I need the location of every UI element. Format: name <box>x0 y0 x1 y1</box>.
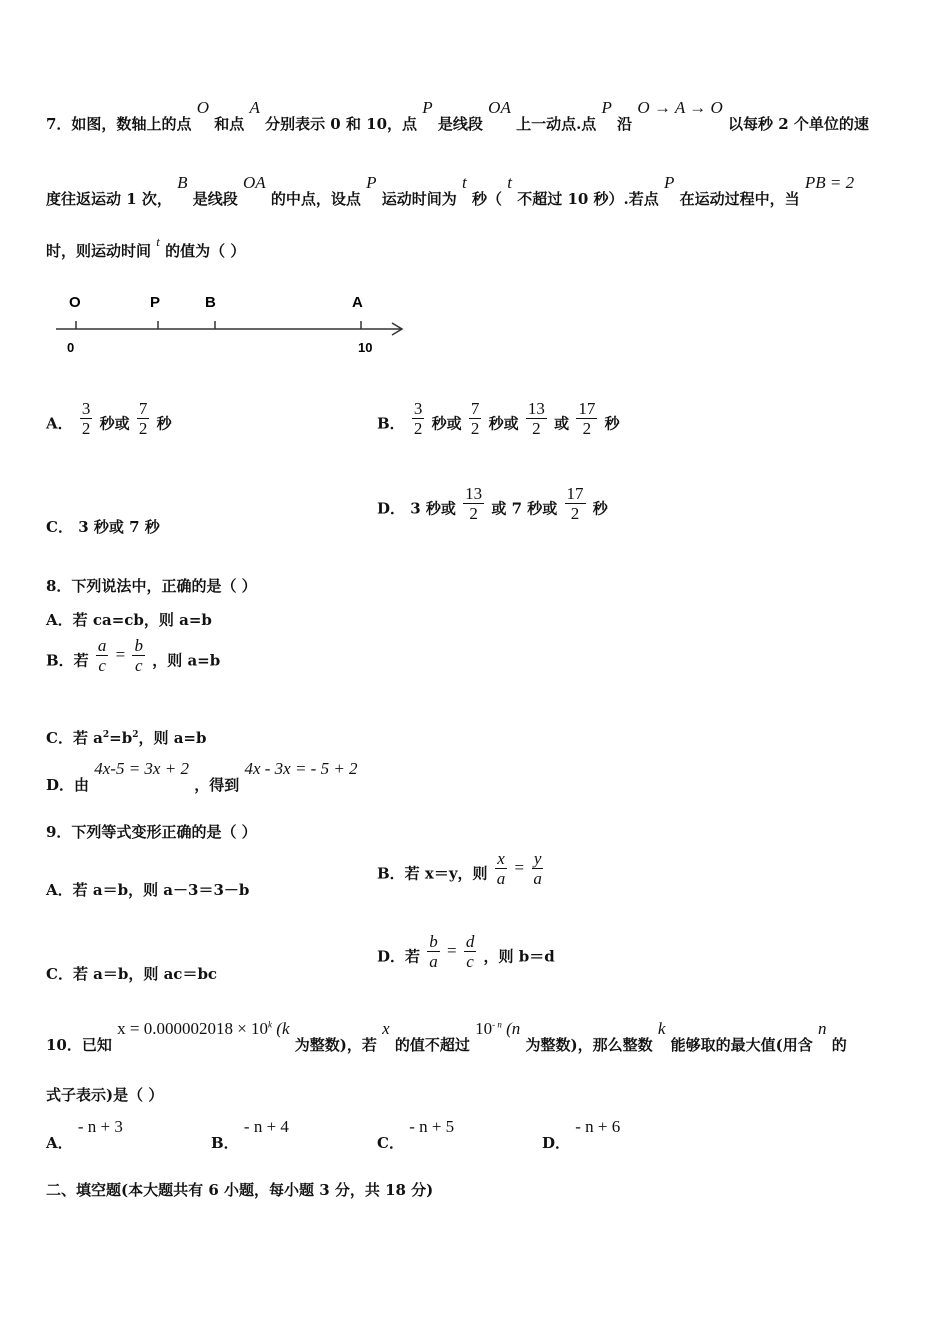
symbol-o: O <box>196 98 209 117</box>
symbol-p: P <box>422 98 433 117</box>
q10-option-b[interactable]: B． - n + 4 <box>211 1117 289 1152</box>
symbol-x: x <box>382 1019 390 1038</box>
label-a: A <box>352 294 363 311</box>
symbol-oa: OA <box>243 173 266 192</box>
q8-option-c[interactable]: C．若 $a^2=b^2$，则 a=b <box>46 729 207 747</box>
q8-option-d[interactable]: D．由 4x-5 = 3x + 2 ，得到 4x - 3x = - 5 + 2 <box>46 759 358 794</box>
fraction: $\frac{13}{2}$ <box>527 399 545 438</box>
q7-line-2: 度往返运动 1 次， B 是线段 OA 的中点，设点 P 运动时间为 t 秒（ t 不超过 10 秒）.若点 P 在运动过程中，当 PB = 2 <box>46 173 855 208</box>
fraction: $\frac{b}{a}$ <box>429 932 438 971</box>
q7-line-3: 时，则运动时间 t 的值为（ ） <box>46 234 246 260</box>
condition-pb: PB = 2 <box>804 173 855 192</box>
fraction: $\frac{3}{2}$ <box>413 399 423 438</box>
q10-option-a[interactable]: A． - n + 3 <box>46 1117 123 1152</box>
fraction: $\frac{13}{2}$ <box>465 484 483 523</box>
q8-stem: 8．下列说法中，正确的是（ ） <box>46 577 257 595</box>
label-b: B <box>205 294 216 311</box>
symbol-a: A <box>249 98 260 117</box>
fraction: $\frac{d}{c}$ <box>465 932 475 971</box>
fraction: $\frac{7}{2}$ <box>470 399 480 438</box>
path-expression: O → A → O <box>637 98 723 117</box>
symbol-k: k <box>657 1019 666 1038</box>
fraction: $\frac{7}{2}$ <box>138 399 148 438</box>
symbol-p: P <box>664 173 675 192</box>
fraction: $\frac{x}{a}$ <box>496 849 506 888</box>
q8-option-b[interactable]: B．若 $\frac{a}{c}$ = $\frac{b}{c}$ ，则 a=b <box>46 636 221 675</box>
q7-option-b[interactable]: B． $\frac{3}{2}$ 秒或 $\frac{7}{2}$ 秒或 $\frac{13}{2}$ 或 $\frac{17}{2}$ 秒 <box>377 399 620 438</box>
symbol-t: t <box>462 173 467 192</box>
symbol-p: P <box>601 98 612 117</box>
fraction: $\frac{17}{2}$ <box>566 484 584 523</box>
number-line-figure <box>50 288 420 358</box>
q9-option-c[interactable]: C．若 a＝b，则 ac＝bc <box>46 965 218 983</box>
q9-option-a[interactable]: A．若 a＝b，则 a－3＝3－b <box>46 881 250 899</box>
fraction: $\frac{b}{c}$ <box>134 636 143 675</box>
label-p: P <box>150 294 161 311</box>
symbol-b: B <box>177 173 188 192</box>
q8-option-a[interactable]: A．若 ca=cb，则 a=b <box>46 611 212 629</box>
q9-option-b[interactable]: B．若 x＝y，则 $\frac{x}{a}$ = $\frac{y}{a}$ <box>377 849 542 888</box>
q10-option-c[interactable]: C． - n + 5 <box>377 1117 455 1152</box>
tick-label-10: 10 <box>358 340 373 355</box>
q7-option-d[interactable]: D． 3 秒或 $\frac{13}{2}$ 或 7 秒或 $\frac{17}{2}$ 秒 <box>377 484 608 523</box>
section-2-heading: 二、填空题(本大题共有 6 小题，每小题 3 分，共 18 分) <box>46 1181 434 1199</box>
fraction: $\frac{y}{a}$ <box>533 849 542 888</box>
equation: 4x - 3x = - 5 + 2 <box>244 759 358 778</box>
fraction: $\frac{3}{2}$ <box>81 399 91 438</box>
symbol-t: t <box>507 173 512 192</box>
q10-line-1: 10．已知 $x = 0.000002018 \times 10^k$ (k 为整数)，若 x 的值不超过 $10^{- n}$ (n 为整数)，那么整数 k 能够取的最大值(用含 n 的 <box>46 1019 847 1054</box>
q7-option-c[interactable]: C． 3 秒或 7 秒 <box>46 518 160 536</box>
equation: 4x-5 = 3x + 2 <box>94 759 189 778</box>
fraction: $\frac{17}{2}$ <box>578 399 596 438</box>
label-o: O <box>69 294 81 311</box>
tick-label-0: 0 <box>67 340 75 355</box>
symbol-n: n <box>818 1019 827 1038</box>
q9-option-d[interactable]: D．若 $\frac{b}{a}$ = $\frac{d}{c}$ ，则 b＝d <box>377 932 555 971</box>
q9-stem: 9．下列等式变形正确的是（ ） <box>46 823 257 841</box>
power-expression: $10^{- n}$ (n <box>475 1019 521 1038</box>
symbol-oa: OA <box>488 98 511 117</box>
q7-line-1: 7．如图，数轴上的点 O 和点 A 分别表示 0 和 10，点 P 是线段 OA 上一动点.点 P 沿 O → A → O 以每秒 2 个单位的速 <box>46 98 869 133</box>
q10-option-d[interactable]: D． - n + 6 <box>542 1117 621 1152</box>
equation: $x = 0.000002018 \times 10^k$ (k <box>117 1019 290 1038</box>
q7-option-a[interactable]: A． $\frac{3}{2}$ 秒或 $\frac{7}{2}$ 秒 <box>46 399 172 438</box>
symbol-t: t <box>156 234 160 249</box>
q10-line-2: 式子表示)是（ ） <box>46 1086 164 1104</box>
symbol-p: P <box>366 173 377 192</box>
fraction: $\frac{a}{c}$ <box>97 636 107 675</box>
